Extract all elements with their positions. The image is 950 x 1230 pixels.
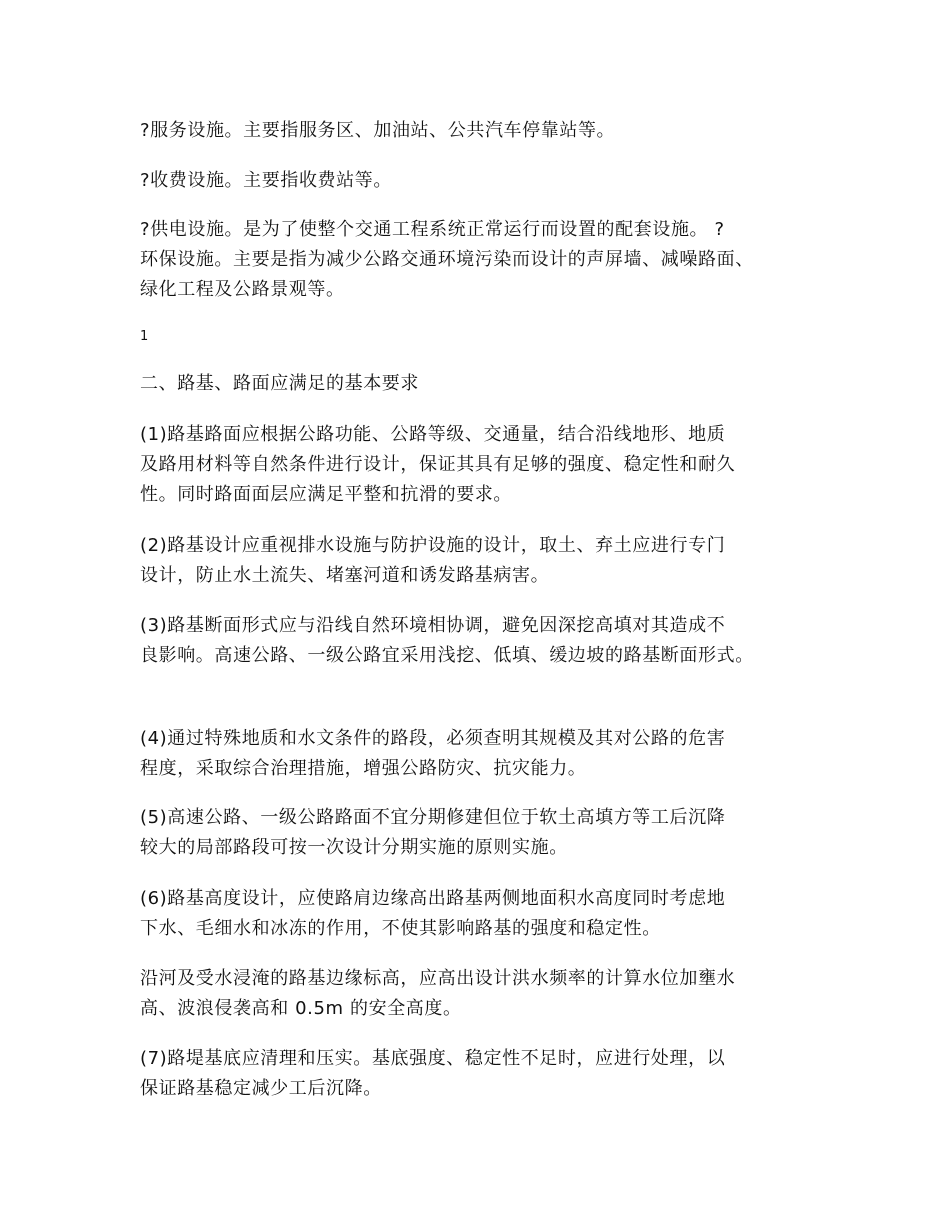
text-line: 较大的局部路段可按一次设计分期实施的原则实施。 <box>140 837 568 858</box>
section-heading <box>140 369 830 399</box>
paragraph-requirement-1 <box>140 420 830 510</box>
paragraph-requirement-5 <box>140 803 830 863</box>
text-line: (3)路基断面形式应与沿线自然环境相协调，避免因深挖高填对其造成不 <box>140 615 726 636</box>
text-line: ?收费设施。主要指收费站等。 <box>140 170 392 191</box>
paragraph-requirement-4 <box>140 724 830 784</box>
text-line: (4)通过特殊地质和水文条件的路段，必须查明其规模及其对公路的危害 <box>140 728 726 749</box>
paragraph-requirement-6 <box>140 884 830 944</box>
paragraph-requirement-2 <box>140 531 830 591</box>
text-line: 良影响。高速公路、一级公路宜采用浅挖、低填、缓边坡的路基断面形式。 <box>140 645 754 666</box>
text-line: 性。同时路面面层应满足平整和抗滑的要求。 <box>140 484 512 505</box>
text-line: 沿河及受水浸淹的路基边缘标高，应高出设计洪水频率的计算水位加壅水 <box>140 968 736 989</box>
text-line: ?供电设施。是为了使整个交通工程系统正常运行而设置的配套设施。 ? <box>140 219 725 240</box>
paragraph-requirement-3 <box>140 611 830 671</box>
paragraph-power-facilities <box>140 215 830 305</box>
text-line: (7)路堤基底应清理和压实。基底强度、稳定性不足时，应进行处理，以 <box>140 1048 726 1069</box>
paragraph-toll-facilities <box>140 166 830 196</box>
text-line: (1)路基路面应根据公路功能、公路等级、交通量，结合沿线地形、地质 <box>140 424 726 445</box>
paragraph-requirement-7 <box>140 1044 830 1104</box>
paragraph-service-facilities <box>140 116 830 146</box>
text-line: (6)路基高度设计，应使路肩边缘高出路基两侧地面积水高度同时考虑地 <box>140 888 726 909</box>
text-line: 绿化工程及公路景观等。 <box>140 279 345 300</box>
text-line: 及路用材料等自然条件进行设计，保证其具有足够的强度、稳定性和耐久 <box>140 454 736 475</box>
heading-text: 二、路基、路面应满足的基本要求 <box>140 373 419 394</box>
text-line: 保证路基稳定减少工后沉降。 <box>140 1078 382 1099</box>
page-number <box>140 328 830 346</box>
paragraph-river-embankment <box>140 964 830 1024</box>
text-line: 下水、毛细水和冰冻的作用，不使其影响路基的强度和稳定性。 <box>140 918 661 939</box>
text-line: (5)高速公路、一级公路路面不宜分期修建但位于软土高填方等工后沉降 <box>140 807 726 828</box>
text-line: (2)路基设计应重视排水设施与防护设施的设计，取土、弃土应进行专门 <box>140 535 726 556</box>
page-number-text: 1 <box>140 329 149 344</box>
text-line: 环保设施。主要是指为减少公路交通环境污染而设计的声屏墙、减噪路面、 <box>140 249 754 270</box>
text-line: 高、波浪侵袭高和 0.5m 的安全高度。 <box>140 998 462 1019</box>
text-line: 程度，采取综合治理措施，增强公路防灾、抗灾能力。 <box>140 758 587 779</box>
text-line: 设计，防止水土流失、堵塞河道和诱发路基病害。 <box>140 565 550 586</box>
text-line: ?服务设施。主要指服务区、加油站、公共汽车停靠站等。 <box>140 120 616 141</box>
